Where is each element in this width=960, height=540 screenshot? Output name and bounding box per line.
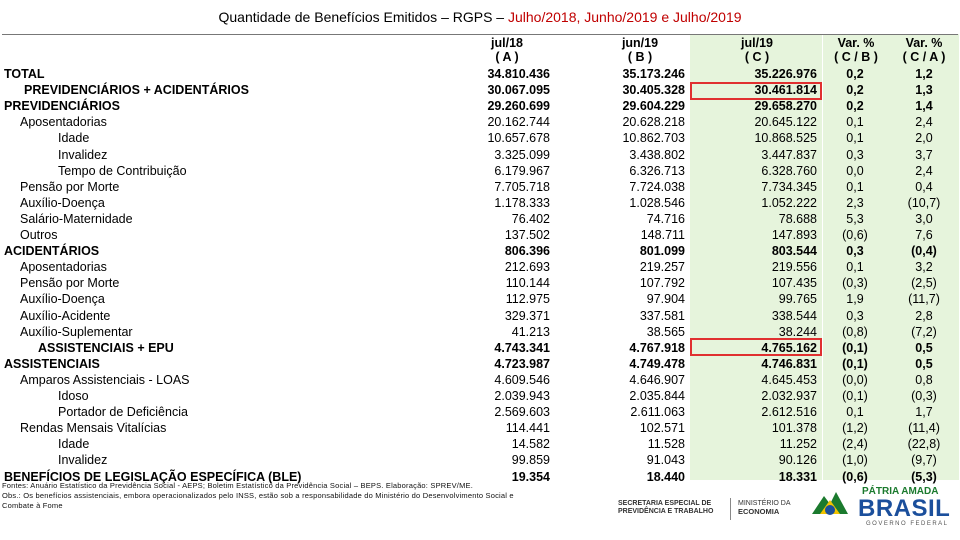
cell-jul19: 338.544 xyxy=(771,308,817,323)
row-label: ASSISTENCIAIS + EPU xyxy=(38,340,174,355)
cell-jun19: 4.749.478 xyxy=(629,356,685,371)
cell-jul19: 4.765.162 xyxy=(761,340,817,355)
cell-var-cb: (0,0) xyxy=(842,372,868,387)
brand-subtitle: GOVERNO FEDERAL xyxy=(866,521,949,527)
cell-jul18: 114.441 xyxy=(505,421,550,436)
row-label: Idoso xyxy=(58,389,89,403)
header-col-c: jul/19 ( C ) xyxy=(741,36,773,64)
row-label: Invalidez xyxy=(58,147,108,162)
cell-jul19: 7.734.345 xyxy=(761,179,817,194)
cell-jun19: 18.440 xyxy=(646,469,685,484)
cell-jul19: 20.645.122 xyxy=(754,115,817,130)
cell-jul18: 112.975 xyxy=(505,292,550,307)
table-row xyxy=(0,372,960,388)
brand-tagline: PÁTRIA AMADA xyxy=(862,486,939,497)
cell-jul19: 147.893 xyxy=(771,228,817,242)
row-label: Portador de Deficiência xyxy=(58,405,188,420)
cell-var-ca: 0,4 xyxy=(915,179,933,194)
cell-jun19: 35.173.246 xyxy=(622,67,685,81)
cell-var-cb: 0,0 xyxy=(846,163,864,178)
row-label: PREVIDENCIÁRIOS xyxy=(4,99,120,114)
cell-jun19: 97.904 xyxy=(646,292,685,307)
cell-jul18: 30.067.095 xyxy=(487,83,550,98)
table-row xyxy=(0,147,960,163)
header-var-cb: Var. % ( C / B ) xyxy=(834,36,878,64)
cell-jul19: 2.032.937 xyxy=(761,389,817,403)
cell-jun19: 219.257 xyxy=(639,260,685,275)
row-label: Invalidez xyxy=(58,453,108,468)
table-row xyxy=(0,98,960,114)
cell-var-ca: 3,7 xyxy=(915,147,933,162)
table-row xyxy=(0,130,960,146)
ministerio-logo: MINISTÉRIO DA ECONOMIA xyxy=(738,500,791,516)
cell-var-cb: 0,1 xyxy=(846,115,864,130)
brand-name: BRASIL xyxy=(858,495,951,522)
cell-jun19: 30.405.328 xyxy=(622,83,685,98)
cell-jul18: 14.582 xyxy=(511,437,550,452)
table-row xyxy=(0,243,960,259)
cell-jul19: 1.052.222 xyxy=(761,195,817,210)
cell-jul18: 29.260.699 xyxy=(487,99,550,114)
table-row xyxy=(0,275,960,291)
cell-jun19: 4.767.918 xyxy=(629,340,685,355)
page-title xyxy=(0,9,960,25)
cell-jul19: 38.244 xyxy=(778,324,817,339)
cell-var-cb: 0,2 xyxy=(846,99,864,114)
cell-var-ca: 0,5 xyxy=(915,356,933,371)
cell-jun19: 74.716 xyxy=(646,211,685,226)
cell-var-cb: 1,9 xyxy=(846,292,864,307)
logo-divider xyxy=(730,498,731,520)
cell-jul19: 99.765 xyxy=(778,292,817,307)
cell-var-cb: 0,2 xyxy=(846,83,864,98)
cell-var-ca: 3,0 xyxy=(915,211,933,226)
table-top-border xyxy=(2,34,958,35)
cell-jul19: 29.658.270 xyxy=(754,99,817,114)
footer-note-cont: Combate à Fome xyxy=(2,501,63,510)
cell-var-cb: 0,3 xyxy=(846,244,864,259)
cell-jul19: 30.461.814 xyxy=(754,83,817,98)
header-col-a: jul/18 ( A ) xyxy=(491,36,523,64)
cell-var-ca: (11,7) xyxy=(908,292,940,307)
cell-jul18: 4.743.341 xyxy=(494,340,550,355)
cell-var-ca: 2,4 xyxy=(915,163,933,178)
cell-var-ca: 2,8 xyxy=(915,308,933,323)
table-row xyxy=(0,179,960,195)
cell-jul18: 34.810.436 xyxy=(487,67,550,81)
cell-jul18: 806.396 xyxy=(504,244,550,259)
row-label: Amparos Assistenciais - LOAS xyxy=(20,372,190,387)
cell-jul19: 3.447.837 xyxy=(761,147,817,162)
cell-jul19: 18.331 xyxy=(778,469,817,484)
cell-var-cb: 0,1 xyxy=(846,260,864,275)
row-label: Pensão por Morte xyxy=(20,179,120,194)
cell-var-ca: 2,0 xyxy=(915,131,933,146)
cell-var-ca: 1,7 xyxy=(915,405,933,420)
cell-jul18: 4.723.987 xyxy=(494,356,550,371)
cell-jun19: 102.571 xyxy=(639,421,685,436)
cell-jul18: 7.705.718 xyxy=(494,179,550,194)
cell-jun19: 107.792 xyxy=(639,276,685,291)
cell-jul18: 3.325.099 xyxy=(494,147,550,162)
row-label: Aposentadorias xyxy=(20,115,107,130)
cell-jul18: 10.657.678 xyxy=(487,131,550,146)
cell-var-cb: 2,3 xyxy=(846,195,864,210)
footer-note: Obs.: Os benefícios assistenciais, embora operacionalizados pelo INSS, estão sob a responsabilidade do Ministério do Desenvolvimento Social e xyxy=(2,491,514,500)
cell-jul18: 1.178.333 xyxy=(494,195,550,210)
cell-jun19: 10.862.703 xyxy=(622,131,685,146)
cell-var-ca: (0,3) xyxy=(911,389,937,403)
row-label: Rendas Mensais Vitalícias xyxy=(20,421,167,436)
cell-jul18: 6.179.967 xyxy=(494,163,550,178)
cell-var-ca: (0,4) xyxy=(911,244,937,259)
cell-var-ca: 0,8 xyxy=(915,372,933,387)
row-label: Pensão por Morte xyxy=(20,276,120,291)
cell-jul18: 110.144 xyxy=(505,276,550,291)
cell-var-cb: 0,2 xyxy=(846,67,864,81)
table-row xyxy=(0,291,960,307)
brasil-flag-icon xyxy=(806,486,854,522)
row-label: Auxílio-Doença xyxy=(20,292,105,307)
cell-var-ca: (2,5) xyxy=(911,276,937,291)
cell-jul19: 219.556 xyxy=(771,260,817,275)
cell-jul19: 10.868.525 xyxy=(754,131,817,146)
table-row xyxy=(0,195,960,211)
table-row xyxy=(0,388,960,404)
row-label: Auxílio-Doença xyxy=(20,195,105,210)
highlight-box-prev-acid xyxy=(690,82,822,100)
cell-jul18: 329.371 xyxy=(504,308,550,323)
cell-jun19: 29.604.229 xyxy=(622,99,685,114)
cell-var-ca: 1,2 xyxy=(915,67,933,81)
cell-var-ca: (22,8) xyxy=(907,437,941,452)
cell-jun19: 4.646.907 xyxy=(629,372,685,387)
cell-jun19: 2.035.844 xyxy=(629,389,685,403)
header-col-b: jun/19 ( B ) xyxy=(621,36,659,64)
cell-jul18: 76.402 xyxy=(511,211,550,226)
cell-var-ca: (7,2) xyxy=(911,324,937,339)
cell-jun19: 337.581 xyxy=(639,308,685,323)
header-var-ca: Var. % ( C / A ) xyxy=(902,36,946,64)
cell-jul19: 107.435 xyxy=(771,276,817,291)
cell-var-ca: (10,7) xyxy=(907,195,941,210)
cell-jul18: 19.354 xyxy=(511,469,550,484)
cell-var-cb: 5,3 xyxy=(846,211,864,226)
footer-sources: Fontes: Anuário Estatístico da Previdência Social - AEPS; Boletim Estatístico da Previdência Social – BEPS. Elaboração: SPREV/ME. xyxy=(2,481,474,490)
cell-var-cb: (0,1) xyxy=(842,340,868,355)
table-row xyxy=(0,404,960,420)
cell-jul18: 20.162.744 xyxy=(487,115,550,130)
cell-jun19: 91.043 xyxy=(646,453,685,468)
cell-jun19: 38.565 xyxy=(646,324,685,339)
cell-jun19: 20.628.218 xyxy=(622,115,685,130)
cell-var-cb: 0,1 xyxy=(846,179,864,194)
cell-var-cb: (1,0) xyxy=(842,453,868,468)
cell-var-cb: (2,4) xyxy=(842,437,868,452)
cell-jul19: 803.544 xyxy=(771,244,817,259)
cell-jul19: 11.252 xyxy=(779,437,817,452)
table-row xyxy=(0,114,960,130)
row-label: Outros xyxy=(20,228,58,242)
table-row xyxy=(0,211,960,227)
cell-jul19: 4.746.831 xyxy=(761,356,817,371)
cell-jul19: 90.126 xyxy=(778,453,817,468)
cell-var-cb: (0,1) xyxy=(842,356,868,371)
cell-jun19: 1.028.546 xyxy=(629,195,685,210)
row-label: ASSISTENCIAIS xyxy=(4,356,100,371)
table-row xyxy=(0,436,960,452)
table-row xyxy=(0,227,960,243)
table-row xyxy=(0,163,960,179)
cell-var-cb: (1,2) xyxy=(842,421,868,436)
cell-jul18: 2.569.603 xyxy=(494,405,550,420)
cell-var-cb: 0,1 xyxy=(846,405,864,420)
cell-var-cb: (0,6) xyxy=(842,469,868,484)
row-label: Idade xyxy=(58,437,90,452)
cell-var-cb: 0,3 xyxy=(846,308,864,323)
cell-jun19: 801.099 xyxy=(639,244,685,259)
row-label: TOTAL xyxy=(4,67,45,81)
secretaria-logo: SECRETARIA ESPECIAL DE PREVIDÊNCIA E TRABALHO xyxy=(618,500,714,515)
cell-var-ca: 0,5 xyxy=(915,340,933,355)
cell-var-cb: (0,8) xyxy=(842,324,868,339)
cell-var-ca: 1,4 xyxy=(915,99,933,114)
cell-jul18: 137.502 xyxy=(504,228,550,242)
cell-var-cb: 0,1 xyxy=(846,131,864,146)
cell-jun19: 2.611.063 xyxy=(630,405,685,420)
cell-var-cb: (0,3) xyxy=(842,276,868,291)
row-label: Auxílio-Suplementar xyxy=(20,324,133,339)
cell-var-cb: 0,3 xyxy=(846,147,864,162)
cell-jul19: 101.378 xyxy=(771,421,817,436)
row-label: BENEFÍCIOS DE LEGISLAÇÃO ESPECÍFICA (BLE) xyxy=(4,469,302,484)
cell-var-ca: 1,3 xyxy=(915,83,933,98)
cell-jul19: 35.226.976 xyxy=(754,67,817,81)
row-label: PREVIDENCIÁRIOS + ACIDENTÁRIOS xyxy=(24,83,249,98)
cell-jun19: 11.528 xyxy=(647,437,685,452)
cell-jun19: 6.326.713 xyxy=(629,163,685,178)
cell-jul18: 2.039.943 xyxy=(494,389,550,403)
table-row xyxy=(0,308,960,324)
cell-jul18: 4.609.546 xyxy=(494,372,550,387)
cell-jul19: 6.328.760 xyxy=(761,163,817,178)
table-row xyxy=(0,66,960,82)
title-prefix: Quantidade de Benefícios Emitidos – RGPS – xyxy=(218,9,508,25)
cell-var-ca: (11,4) xyxy=(908,421,940,436)
row-label: Tempo de Contribuição xyxy=(58,163,187,178)
cell-jul19: 2.612.516 xyxy=(761,405,817,420)
cell-jul18: 212.693 xyxy=(504,260,550,275)
cell-jul18: 99.859 xyxy=(511,453,550,468)
cell-var-cb: (0,1) xyxy=(842,389,868,403)
row-label: Idade xyxy=(58,131,90,146)
row-label: Salário-Maternidade xyxy=(20,211,133,226)
cell-var-ca: 3,2 xyxy=(915,260,933,275)
table-row xyxy=(0,420,960,436)
cell-jul18: 41.213 xyxy=(511,324,550,339)
title-highlight: Julho/2018, Junho/2019 e Julho/2019 xyxy=(507,9,742,25)
cell-jun19: 148.711 xyxy=(640,228,685,242)
cell-var-ca: (5,3) xyxy=(911,469,937,484)
cell-var-ca: 2,4 xyxy=(915,115,933,130)
cell-var-ca: 7,6 xyxy=(915,228,933,242)
table-row xyxy=(0,259,960,275)
row-label: ACIDENTÁRIOS xyxy=(4,244,100,259)
row-label: Aposentadorias xyxy=(20,260,107,275)
cell-jun19: 7.724.038 xyxy=(629,179,685,194)
cell-var-ca: (9,7) xyxy=(911,453,937,468)
cell-jun19: 3.438.802 xyxy=(629,147,685,162)
highlight-box-assist-epu xyxy=(690,338,822,356)
cell-jul19: 78.688 xyxy=(778,211,817,226)
row-label: Auxílio-Acidente xyxy=(20,308,111,323)
table-row xyxy=(0,356,960,372)
cell-var-cb: (0,6) xyxy=(842,228,868,242)
cell-jul19: 4.645.453 xyxy=(761,372,817,387)
table-row xyxy=(0,452,960,468)
